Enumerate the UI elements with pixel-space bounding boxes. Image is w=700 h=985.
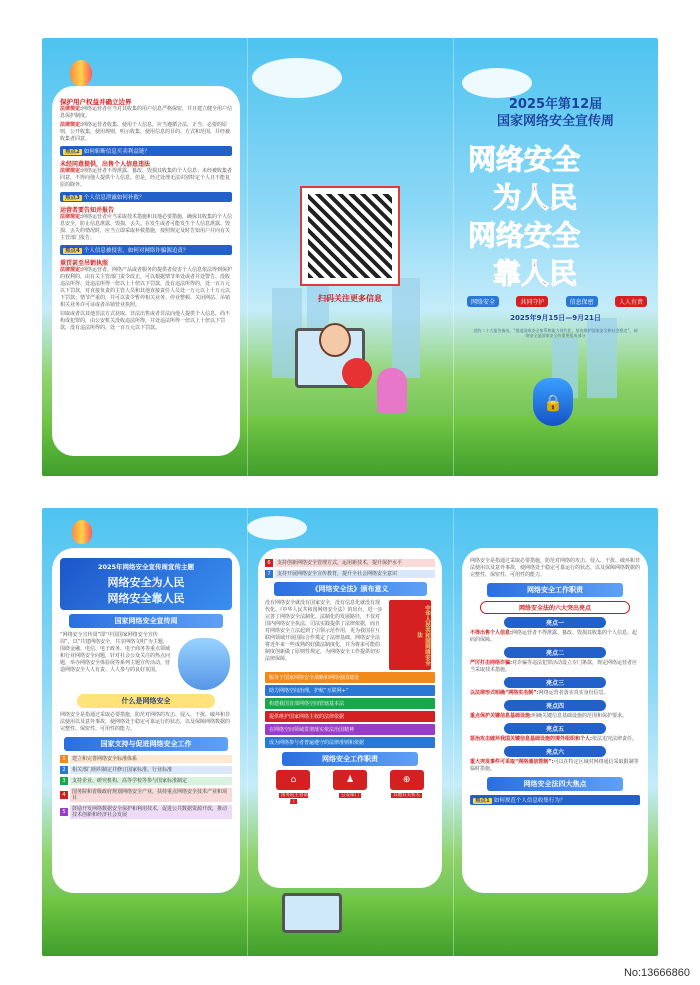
paragraph: 网络运营者收集、使用个人信息，应当遵循合法、正当、必要的原则，公开收集、使用规则，明示收集、使用信息的目的、方式和范围，并经被收集者同意。 xyxy=(60,122,231,142)
list-item xyxy=(265,559,435,567)
paragraph: 网络运营者不得泄露、篡改、毁损其收集的个人信息；未经被收集者同意，不得向他人提供个人信息。但是，经过处理无法识别特定个人且不能复原的除外。 xyxy=(60,168,233,188)
paragraph: “网络安全宣传周”即“中国国家网络安全宣传周”，以“共建网络安全，共享网络文明”为主题，围绕金融、电信、电子政务、电子商务等重点领域和行业网络安全问题，针对社会公众关注的热点问题，举办网络安全体验展等系列主题宣传活动，营造网络安全人人有责、人人参与的良好氛围。 xyxy=(60,632,171,673)
highlight-title: 亮点三 xyxy=(504,677,606,688)
list-item xyxy=(265,570,435,578)
item-number: 1 xyxy=(60,755,68,763)
focus-tag: 焦点2 xyxy=(65,149,80,155)
hot-air-balloon-icon xyxy=(70,60,92,86)
law-label: 法律规定: xyxy=(60,267,82,273)
government-building-icon: ⌂ xyxy=(276,770,310,790)
focus-question: 个人信息泄露如何补救？ xyxy=(83,195,145,201)
duty-label: 其他有关机关 xyxy=(393,793,421,798)
brochure-outside-sheet xyxy=(42,38,658,476)
globe-icon: ⊕ xyxy=(390,770,424,790)
highlight-title: 亮点二 xyxy=(504,647,606,658)
paragraph: 网络运营者、网络产品或者服务的提供者侵害个人信息依法得到保护的权利的，由有关主管部门责令改正，可以根据情节单处或者并处警告、没收违法所得、处违法所得一倍以上十倍以下罚款，没有违法所得的，处一百万元以下罚款，对直接负责的主管人员和其他直接责任人员处一万元以上十万元以下罚款；情节严重的，并可以责令暂停相关业务、停业整顿、关闭网站、吊销相关业务许可证或者吊销营业执照。 xyxy=(60,267,233,308)
slogan-line-1: 网络安全 xyxy=(468,143,581,176)
section-heading: 重罚甚至吊销执照 xyxy=(60,260,109,267)
section-title: 国家网络安全宣传周 xyxy=(69,614,224,628)
week-title-line-2: 国家网络安全宣传周 xyxy=(496,114,614,129)
focus-tag: 焦点4 xyxy=(65,248,80,254)
paragraph: 网络安全是指通过采取必要措施，防范对网络的攻击、侵入、干扰、破坏和非法使用以及意外事故，使网络处于稳定可靠运行的状态，以及保障网络数据的完整性、保密性、可用性的能力。 xyxy=(470,558,641,578)
section-title: 国家支持与促进网络安全工作 xyxy=(64,737,227,751)
highlight-title: 亮点一 xyxy=(504,617,606,628)
middle-panel-card xyxy=(258,548,442,888)
item-text: 相关部门组织制定并修订国家标准、行业标准 xyxy=(70,766,232,774)
right-panel-card xyxy=(462,548,648,893)
highlight-text: 依法追究法律责任。 xyxy=(592,736,638,742)
theme-banner-top: 2025年网络安全宣传周宣传主题 xyxy=(97,563,195,571)
cloud-decoration xyxy=(252,58,342,98)
section-heading: 保护用户权益并确立边界 xyxy=(60,98,132,106)
item-number: 6 xyxy=(265,559,273,567)
highlight-text: 网络运营者落实真实身份信息。 xyxy=(538,690,609,696)
paragraph: 窃取或者以其他非法方式获取、非法出售或者非法向他人提供个人信息，尚不构成犯罪的，由公安机关没收违法所得，并处违法所得一倍以上十倍以下罚款，没有违法所得的，处一百万元以下罚款。 xyxy=(60,311,231,331)
focus-bar xyxy=(60,245,232,255)
slogan-line-4: 靠人民 xyxy=(493,257,578,290)
highlight-text: 对诈骗等违法犯罪活动设立专门条款，规定网络运营者应当采取技术措施。 xyxy=(470,660,638,673)
item-text: 支持开展网络安全宣传教育，提升全社会网络安全意识 xyxy=(275,570,435,578)
focus-question: 如何规范个人信息收集行为？ xyxy=(493,798,566,804)
duty-label: 国务院主管部门 xyxy=(280,793,308,804)
grass-ground xyxy=(42,896,658,956)
focus-question: 如何斩断信息买卖利益链？ xyxy=(83,149,150,155)
left-panel-card xyxy=(52,86,240,456)
week-title-line-1: 2025年第12届 xyxy=(508,97,603,112)
theme-line-2: 网络安全靠人民 xyxy=(107,592,185,605)
qr-code-frame xyxy=(300,186,400,286)
list-item xyxy=(60,788,232,802)
fold-line xyxy=(247,508,248,956)
significance-item: 在网络空间领域贯彻落实依法治国精神 xyxy=(265,724,435,735)
brochure-inside-sheet xyxy=(42,508,658,956)
footer-strip xyxy=(0,960,700,985)
left-panel-card xyxy=(52,548,240,893)
child-figure-icon xyxy=(377,368,407,413)
police-icon: ♟ xyxy=(333,770,367,790)
item-number: 3 xyxy=(60,777,68,785)
significance-item: 助力网络空间治理，护航“互联网+” xyxy=(265,685,435,696)
tag: 共同守护 xyxy=(516,296,548,307)
duty-label: 公安部门 xyxy=(340,793,359,798)
item-text: 支持创新网络安全管理方式，运用新技术，提升保护水平 xyxy=(275,559,435,567)
highlight-text: 明确关键信息基础设施的范围和保护要求。 xyxy=(532,713,628,719)
item-text: 鼓励开发网络数据安全保护和利用技术，促进公共数据资源开放，推动技术创新和经济社会发展 xyxy=(70,805,232,819)
cloud-decoration xyxy=(247,516,307,540)
section-heading: 未经同意提供，出售个人信息违法 xyxy=(60,161,151,168)
qr-code-placeholder xyxy=(308,194,392,278)
slogan-line-3: 网络安全 xyxy=(468,219,581,252)
list-item xyxy=(60,805,232,819)
support-list xyxy=(60,755,232,819)
security-shield-icon: 🔒 xyxy=(533,378,573,426)
law-label: 法律规定: xyxy=(60,168,82,174)
monitor-icon xyxy=(282,893,342,933)
highlight-key: 以法律形式明确“网络实名制”: xyxy=(470,690,539,696)
duty-item xyxy=(276,770,310,804)
image-number-watermark: No:13666860 xyxy=(623,967,690,979)
highlight-text: 可以在特定区域对网络通信采取限制等临时措施。 xyxy=(470,759,639,772)
fold-line xyxy=(453,508,454,956)
duty-icons xyxy=(265,770,435,804)
paragraph: 网络运营者应当采取技术措施和其他必要措施，确保其收集的个人信息安全，防止信息泄露、毁损、丢失。在发生或者可能发生个人信息泄露、毁损、丢失的情况时，应当立即采取补救措施，按照规定及时告知用户并向有关主管部门报告。 xyxy=(60,214,233,241)
significance-item: 提供维护国家网络主权的法律依据 xyxy=(265,711,435,722)
significance-item: 服务于国家网络安全战略和网络强国建设 xyxy=(265,672,435,683)
section-title: 网络安全法四大焦点 xyxy=(487,777,623,791)
significance-item: 成为网络参与者普遍遵守的法律准则和依据 xyxy=(265,737,435,748)
money-bag-icon xyxy=(342,358,372,388)
highlight-title: 亮点五 xyxy=(504,723,606,734)
focus-tag: 焦点3 xyxy=(65,195,80,201)
section-title: 《网络安全法》颁布意义 xyxy=(274,582,427,596)
slogan-line-2: 为人民 xyxy=(493,181,578,214)
item-text: 支持企业、研究机构、高等学校等参与国家标准制定 xyxy=(70,777,232,785)
focus-bar xyxy=(60,146,232,156)
item-number: 5 xyxy=(60,808,68,816)
law-book-icon: 中华人民共和国网络安全法 xyxy=(389,600,431,670)
highlight-title: 亮点六 xyxy=(504,746,606,757)
highlight-key: 惩治攻击破坏我国关键信息基础设施的境外组织和个人: xyxy=(470,736,593,742)
law-label: 法律规定: xyxy=(60,122,82,128)
significance-item: 构建我国首部网络空间管辖基本法 xyxy=(265,698,435,709)
theme-line-1: 网络安全为人民 xyxy=(107,576,185,589)
tag-row xyxy=(467,296,647,307)
section-heading: 运营者要告知并报告 xyxy=(60,207,115,214)
highlight-title: 亮点四 xyxy=(504,700,606,711)
cover-tiny-text: 党的二十大报告指出，“推进国家安全体系和能力现代化，坚决维护国家安全和社会稳定”，网络安全是国家安全的重要组成部分 xyxy=(473,328,638,338)
item-number: 4 xyxy=(60,791,68,799)
significance-list xyxy=(265,672,435,748)
highlight-key: 不得出售个人信息: xyxy=(470,630,513,636)
hot-air-balloon-icon xyxy=(72,520,92,544)
paragraph: 没有网络安全就没有国家安全，没有信息化就没有现代化。《中华人民共和国网络安全法》的出台，进一步完善了网络安全法制化、法制化的发展路径，不仅对国内网络安全执法、司法实践提供了法律依据，而且对网络安全立法起到了引领示范作用，更为我国在互联网领域开展国际合作奠定了法律基础。网络安全法将近年来一些成熟的好做法制度化，并为将来可能的制度创新做了原则性规定，为网络安全工作提供切实法律保障。 xyxy=(265,600,383,662)
tag: 信息保密 xyxy=(566,296,598,307)
section-title: 什么是网络安全 xyxy=(77,694,215,708)
duty-item xyxy=(333,770,367,804)
cover-panel xyxy=(453,38,658,476)
qr-caption: 扫码关注更多信息 xyxy=(318,294,382,303)
item-number: 2 xyxy=(60,766,68,774)
list-item xyxy=(60,777,232,785)
highlight-text: 网络运营者不得泄露、篡改、毁损其收集的个人信息，起码的保障。 xyxy=(470,630,638,643)
event-dates: 2025年9月15日—9月21日 xyxy=(510,314,601,322)
highlights-title: 网络安全法的六大突出亮点 xyxy=(480,601,630,614)
focus-bar xyxy=(470,795,640,805)
item-text: 建立和完善网络安全标准体系 xyxy=(70,755,232,763)
focus-bar xyxy=(60,192,232,202)
duty-item xyxy=(390,770,424,804)
list-item xyxy=(60,766,232,774)
law-label: 法律规定: xyxy=(60,106,82,112)
fold-line xyxy=(247,38,248,476)
section-title: 网络安全工作职责 xyxy=(282,752,418,766)
highlight-key: 重点保护关键信息基础设施: xyxy=(470,713,533,719)
shield-icon xyxy=(178,638,230,690)
focus-question: 个人信息被侵害，如何对网络诈骗源追责？ xyxy=(83,248,189,254)
law-label: 法律规定: xyxy=(60,214,82,220)
paragraph: 网络运营者应当对其收集的用户信息严格保密，并且建立健全用户信息保护制度。 xyxy=(60,106,233,119)
tag: 网络安全 xyxy=(467,296,499,307)
section-title: 网络安全工作职责 xyxy=(487,583,623,597)
list-item xyxy=(60,755,232,763)
highlight-key: 严厉打击网络诈骗: xyxy=(470,660,513,666)
tag: 人人有责 xyxy=(615,296,647,307)
item-number: 7 xyxy=(265,570,273,578)
hacker-figure-icon xyxy=(319,323,351,357)
theme-banner xyxy=(60,558,232,610)
paragraph: 网络安全是指通过采取必要措施，防范对网络的攻击、侵入、干扰、破坏和非法使用以及意外事故，使网络处于稳定可靠运行的状态，以及保障网络数据的完整性、保密性、可用性的能力。 xyxy=(60,712,231,732)
item-text: 国务院和省级政府规划网络安全产业，扶持重点网络安全技术产业和项目 xyxy=(70,788,232,802)
focus-tag: 焦点1 xyxy=(475,798,490,804)
highlight-key: 重大突发事件可采取“网络通信管制”: xyxy=(470,759,554,765)
